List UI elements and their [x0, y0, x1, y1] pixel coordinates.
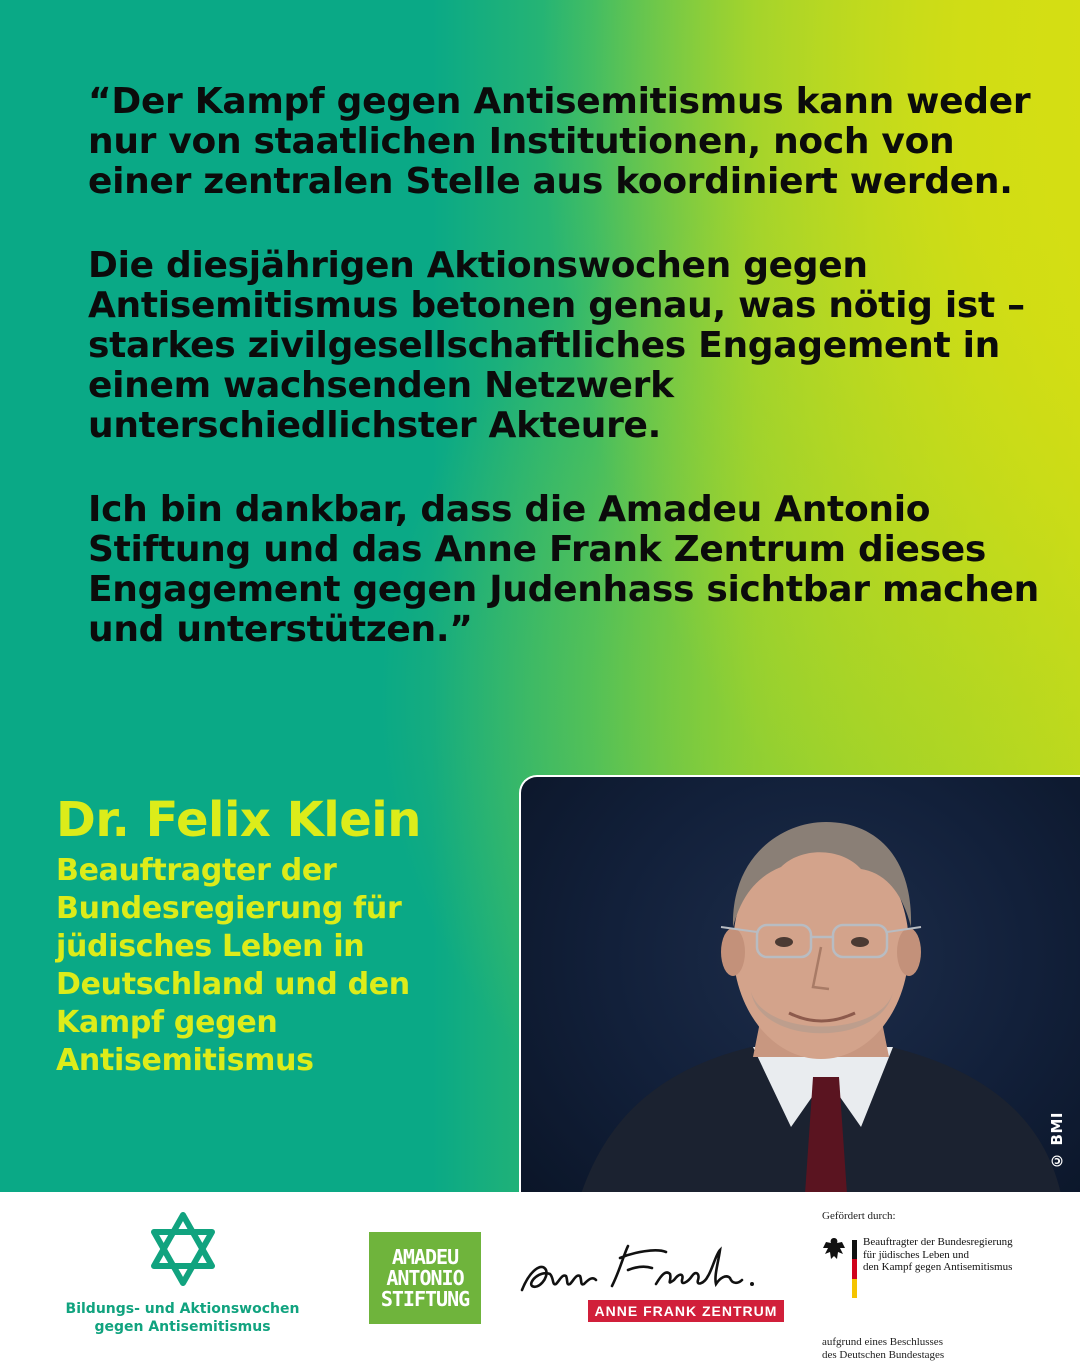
- amadeu-antonio-stiftung-logo[interactable]: [369, 1232, 481, 1324]
- anne-frank-zentrum-logo[interactable]: [516, 1240, 786, 1322]
- speaker-portrait: [519, 775, 1080, 1192]
- funding-label: Gefördert durch:: [822, 1210, 896, 1222]
- funding-resolution-line1: aufgrund eines Beschlusses: [822, 1336, 943, 1348]
- funding-notice: [822, 1210, 1062, 1362]
- speaker-name: Dr. Felix Klein: [56, 792, 421, 848]
- quote-paragraph-3: Ich bin dankbar, dass die Amadeu Antonio Stiftung und das Anne Frank Zentrum dieses Engagement gegen Judenhass sichtbar machen und unterstützen.”: [88, 489, 1039, 650]
- aktionswochen-caption-line2: gegen Antisemitismus: [94, 1319, 271, 1335]
- amadeu-line1: AMADEU: [391, 1244, 459, 1269]
- quote-paragraph-2: Die diesjährigen Aktionswochen gegen Antisemitismus betonen genau, was nötig ist – starkes zivilgesellschaftliches Engagement in einem wachsenden Netzwerk unterschiedlichster Akteure.: [88, 245, 1025, 446]
- aktionswochen-logo[interactable]: [40, 1212, 325, 1336]
- funding-resolution: [822, 1336, 1022, 1362]
- funding-office-line3: den Kampf gegen Antisemitismus: [863, 1261, 1013, 1273]
- quote-block: [88, 82, 1048, 694]
- funding-office-line2: für jüdisches Leben und: [863, 1248, 969, 1261]
- funding-office: [863, 1236, 1033, 1274]
- funding-office-line1: Beauftragter der Bundesregierung: [863, 1236, 1013, 1248]
- amadeu-line3: STIFTUNG: [380, 1286, 470, 1311]
- federal-eagle-icon: [822, 1236, 846, 1264]
- anne-frank-signature: [516, 1240, 786, 1302]
- star-of-david-icon: [150, 1212, 216, 1286]
- aktionswochen-caption-line1: Bildungs- und Aktionswochen: [65, 1301, 300, 1317]
- german-flag-icon: [852, 1240, 857, 1298]
- speaker-role: Beauftragter der Bundesregierung für jüdisches Leben in Deutschland und den Kampf gegen Antisemitismus: [56, 853, 410, 1078]
- photo-credit: © BMI: [1048, 1112, 1066, 1170]
- aktionswochen-caption: [40, 1300, 325, 1336]
- funding-body: [822, 1236, 1062, 1298]
- footer-logos: [0, 1192, 1080, 1361]
- quote-paragraph-1: “Der Kampf gegen Antisemitismus kann weder nur von staatlichen Institutionen, noch von einer zentralen Stelle aus koordiniert werden.: [88, 81, 1031, 202]
- portrait-illustration: [521, 777, 1080, 1192]
- funding-resolution-line2: des Deutschen Bundestages: [822, 1349, 945, 1361]
- anne-frank-zentrum-label: ANNE FRANK ZENTRUM: [588, 1300, 784, 1322]
- amadeu-line2: ANTONIO: [386, 1265, 464, 1290]
